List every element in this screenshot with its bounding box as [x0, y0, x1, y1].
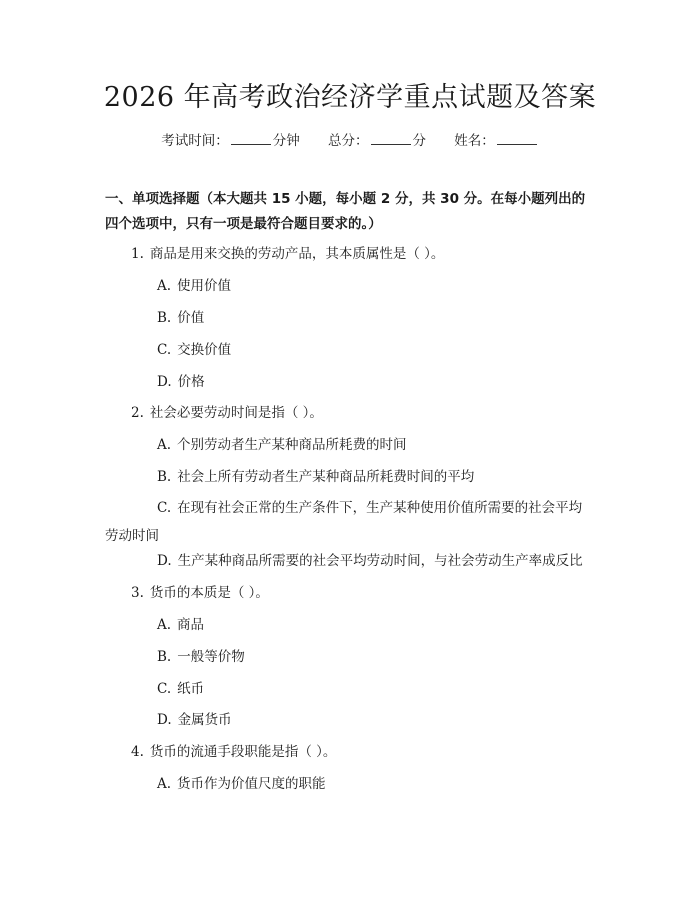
- option-2d: [157, 551, 597, 571]
- option-3d: [157, 710, 597, 730]
- exam-meta: [0, 131, 700, 151]
- option-1d: [157, 372, 597, 392]
- question-2: [131, 403, 591, 423]
- option-text: 社会上所有劳动者生产某种商品所耗费时间的平均: [177, 469, 475, 485]
- question-3: [131, 583, 591, 603]
- option-text: 商品: [177, 617, 205, 633]
- exam-time-field: [161, 133, 304, 149]
- option-letter: A.: [157, 776, 172, 792]
- option-letter: A.: [157, 617, 172, 633]
- option-4a: [157, 774, 597, 794]
- option-3b: [157, 647, 597, 667]
- option-text: 纸币: [177, 681, 205, 697]
- option-letter: B.: [157, 469, 172, 485]
- exam-time-blank: [231, 132, 271, 145]
- option-2c: [105, 494, 595, 550]
- option-3c: [157, 679, 597, 699]
- exam-time-unit: 分钟: [272, 133, 300, 149]
- option-letter: A.: [157, 437, 172, 453]
- question-text: 商品是用来交换的劳动产品，其本质属性是（ ）。: [149, 246, 445, 262]
- option-text: 交换价值: [177, 342, 232, 358]
- question-number: 4.: [131, 744, 144, 760]
- question-text: 货币的本质是（ ）。: [149, 585, 269, 601]
- option-3a: [157, 615, 597, 635]
- question-text: 社会必要劳动时间是指（ ）。: [149, 405, 323, 421]
- total-score-unit: 分: [412, 133, 426, 149]
- exam-time-label: 考试时间：: [161, 133, 229, 149]
- option-1a: [157, 276, 597, 296]
- total-score-blank: [371, 132, 411, 145]
- option-letter: C.: [157, 342, 172, 358]
- option-text: 使用价值: [177, 278, 232, 294]
- option-letter: D.: [157, 712, 172, 728]
- question-number: 1.: [131, 246, 144, 262]
- option-letter: D.: [157, 553, 172, 569]
- option-text: 货币作为价值尺度的职能: [177, 776, 326, 792]
- option-text: 生产某种商品所需要的社会平均劳动时间，与社会劳动生产率成反比: [177, 553, 583, 569]
- question-number: 2.: [131, 405, 144, 421]
- option-text: 一般等价物: [177, 649, 245, 665]
- option-letter: B.: [157, 649, 172, 665]
- option-text: 个别劳动者生产某种商品所耗费的时间: [177, 437, 407, 453]
- option-text: 价值: [177, 310, 205, 326]
- name-blank: [497, 132, 537, 145]
- page-title: 2026 年高考政治经济学重点试题及答案: [103, 82, 597, 113]
- name-label: 姓名：: [454, 133, 495, 149]
- option-text: 在现有社会正常的生产条件下，生产某种使用价值所需要的社会平均劳动时间: [105, 500, 583, 544]
- option-1b: [157, 308, 597, 328]
- option-2b: [157, 467, 597, 487]
- section-heading: 一、单项选择题（本大题共 15 小题，每小题 2 分，共 30 分。在每小题列出的四个选项中，只有一项是最符合题目要求的。）: [105, 191, 586, 232]
- option-text: 价格: [177, 374, 205, 390]
- option-letter: C.: [157, 500, 172, 516]
- name-field: [454, 133, 539, 149]
- question-4: [131, 742, 591, 762]
- question-number: 3.: [131, 585, 144, 601]
- question-1: [131, 244, 591, 264]
- option-letter: D.: [157, 374, 172, 390]
- option-letter: C.: [157, 681, 172, 697]
- question-text: 货币的流通手段职能是指（ ）。: [149, 744, 337, 760]
- option-2a: [157, 435, 597, 455]
- option-text: 金属货币: [177, 712, 232, 728]
- option-1c: [157, 340, 597, 360]
- total-score-field: [328, 133, 430, 149]
- total-score-label: 总分：: [328, 133, 369, 149]
- option-letter: B.: [157, 310, 172, 326]
- option-letter: A.: [157, 278, 172, 294]
